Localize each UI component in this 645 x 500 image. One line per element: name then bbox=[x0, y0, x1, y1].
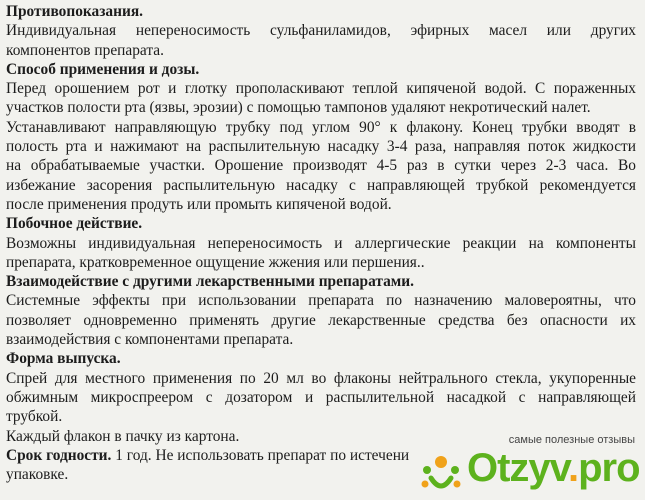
interactions-line-3: взаимодействия с компонентами препарата. bbox=[6, 331, 294, 349]
shelf-life-line-2: упаковке. bbox=[6, 466, 69, 484]
shelf-life-text: 1 год. Не использовать препарат по истечени bbox=[111, 446, 410, 464]
usage-line-7: после применения продуть или промыть кипяченой водой. bbox=[6, 195, 392, 213]
side-effects-line-2: препарата, кратковременное ощущение жжения или першения.. bbox=[6, 253, 425, 271]
contraindications-line-2: компонентов препарата. bbox=[6, 41, 164, 59]
usage-heading: Способ применения и дозы. bbox=[6, 60, 200, 78]
watermark-site-name: Otzyv.pro bbox=[467, 446, 640, 490]
interactions-line-2: позволяет одновременно применять другие лекарственные средства без опасности их bbox=[6, 311, 636, 329]
usage-line-5: на обрабатываемые участки. Орошение производят 4-5 раз в сутки через 2-3 часа. Во bbox=[6, 157, 636, 175]
form-line-3: трубкой. bbox=[6, 408, 63, 426]
usage-line-1: Перед орошением рот и глотку прополаскивают теплой кипяченой водой. С пораженных bbox=[6, 80, 636, 98]
usage-line-4: полость рта и нажимают на распылительную насадку 3-4 раза, направляя поток жидкости bbox=[6, 138, 636, 156]
otzyv-watermark[interactable] bbox=[413, 422, 645, 500]
interactions-line-1: Системные эффекты при использовании препарата по назначению маловероятны, что bbox=[6, 292, 636, 310]
watermark-caption: самые полезные отзывы bbox=[508, 434, 635, 446]
side-effects-line-1: Возможны индивидуальная непереносимость и аллергические реакции на компоненты bbox=[6, 234, 636, 252]
form-line-1: Спрей для местного применения по 20 мл во флаконы нейтрального стекла, укупоренные bbox=[6, 369, 636, 387]
form-heading: Форма выпуска. bbox=[6, 350, 121, 368]
contraindications-line-1: Индивидуальная непереносимость сульфаниламидов, эфирных масел или других bbox=[6, 22, 636, 40]
usage-line-6: избежание засорения распылительную насадку с направляющей трубкой рекомендуется bbox=[6, 176, 636, 194]
contraindications-heading: Противопоказания. bbox=[6, 3, 144, 20]
form-line-4: Каждый флакон в пачку из картона. bbox=[6, 427, 240, 445]
usage-line-2: участков полости рта (язвы, эрозии) с помощью тампонов удаляют некротический налет. bbox=[6, 99, 591, 117]
side-effects-heading: Побочное действие. bbox=[6, 215, 143, 233]
usage-line-3: Устанавливают направляющую трубку под углом 90° к флакону. Конец трубки вводят в bbox=[6, 118, 636, 136]
shelf-life-heading: Срок годности. bbox=[6, 446, 112, 464]
instruction-document bbox=[6, 2, 636, 484]
otzyv-logo-icon bbox=[417, 452, 465, 496]
interactions-heading: Взаимодействие с другими лекарственными препаратами. bbox=[6, 273, 415, 291]
form-line-2: обжимным микроспреером с дозатором и распылительной насадкой с направляющей bbox=[6, 388, 636, 406]
